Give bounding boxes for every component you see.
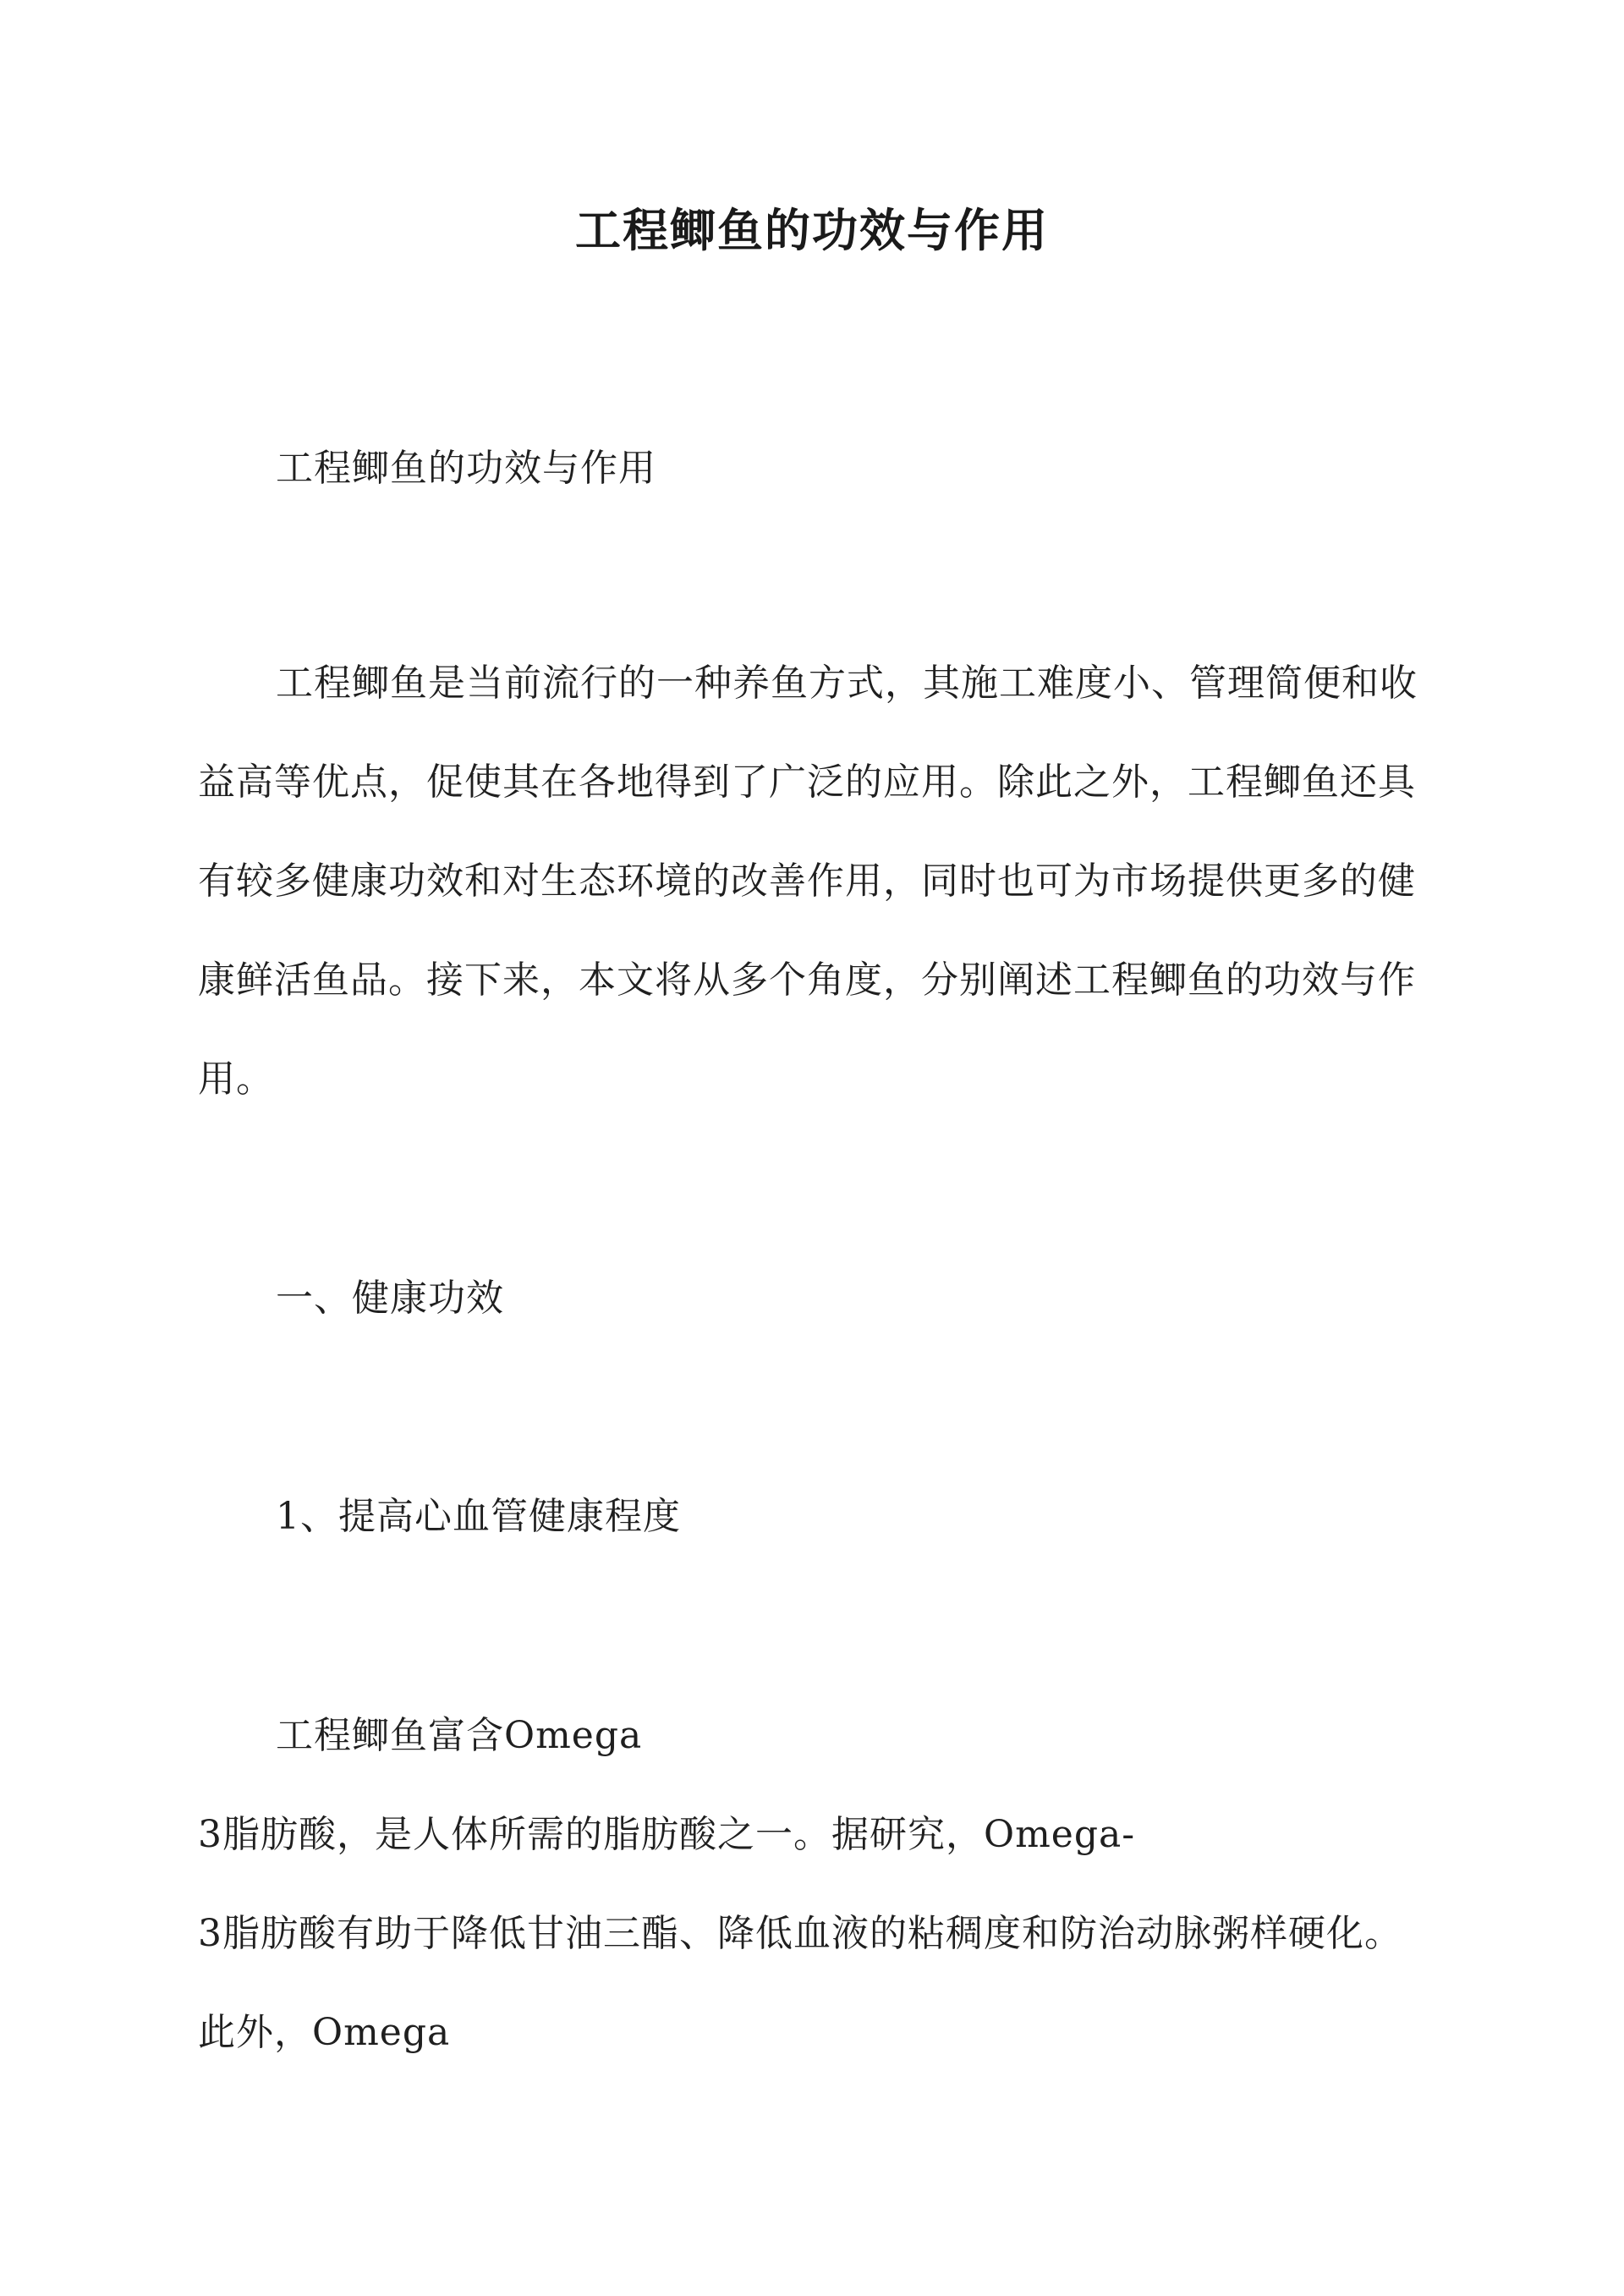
section-heading: 一、健康功效 bbox=[276, 1277, 504, 1320]
intro-line-2: 益高等优点，促使其在各地得到了广泛的应用。除此之外，工程鲫鱼还具 bbox=[198, 761, 1416, 804]
intro-line-1: 工程鲫鱼是当前流行的一种养鱼方式，其施工难度小、管理简便和收 bbox=[276, 662, 1418, 705]
body-line-4: 此外，Omega bbox=[198, 2011, 451, 2054]
section-subtitle: 工程鲫鱼的功效与作用 bbox=[276, 447, 656, 490]
subsection-heading: 1、提高心血管健康程度 bbox=[276, 1495, 681, 1538]
intro-line-5: 用。 bbox=[198, 1057, 274, 1101]
intro-line-3: 有较多健康功效和对生态环境的改善作用，同时也可为市场提供更多的健 bbox=[198, 860, 1416, 903]
body-line-2: 3脂肪酸，是人体所需的脂肪酸之一。据研究，Omega- bbox=[198, 1813, 1136, 1856]
document-title: 工程鲫鱼的功效与作用 bbox=[575, 203, 1049, 257]
body-line-1: 工程鲫鱼富含Omega bbox=[276, 1714, 643, 1757]
body-line-3: 3脂肪酸有助于降低甘油三酯、降低血液的粘稠度和防治动脉粥样硬化。 bbox=[198, 1912, 1402, 1955]
intro-line-4: 康鲜活鱼品。接下来，本文将从多个角度，分别阐述工程鲫鱼的功效与作 bbox=[198, 958, 1416, 1002]
